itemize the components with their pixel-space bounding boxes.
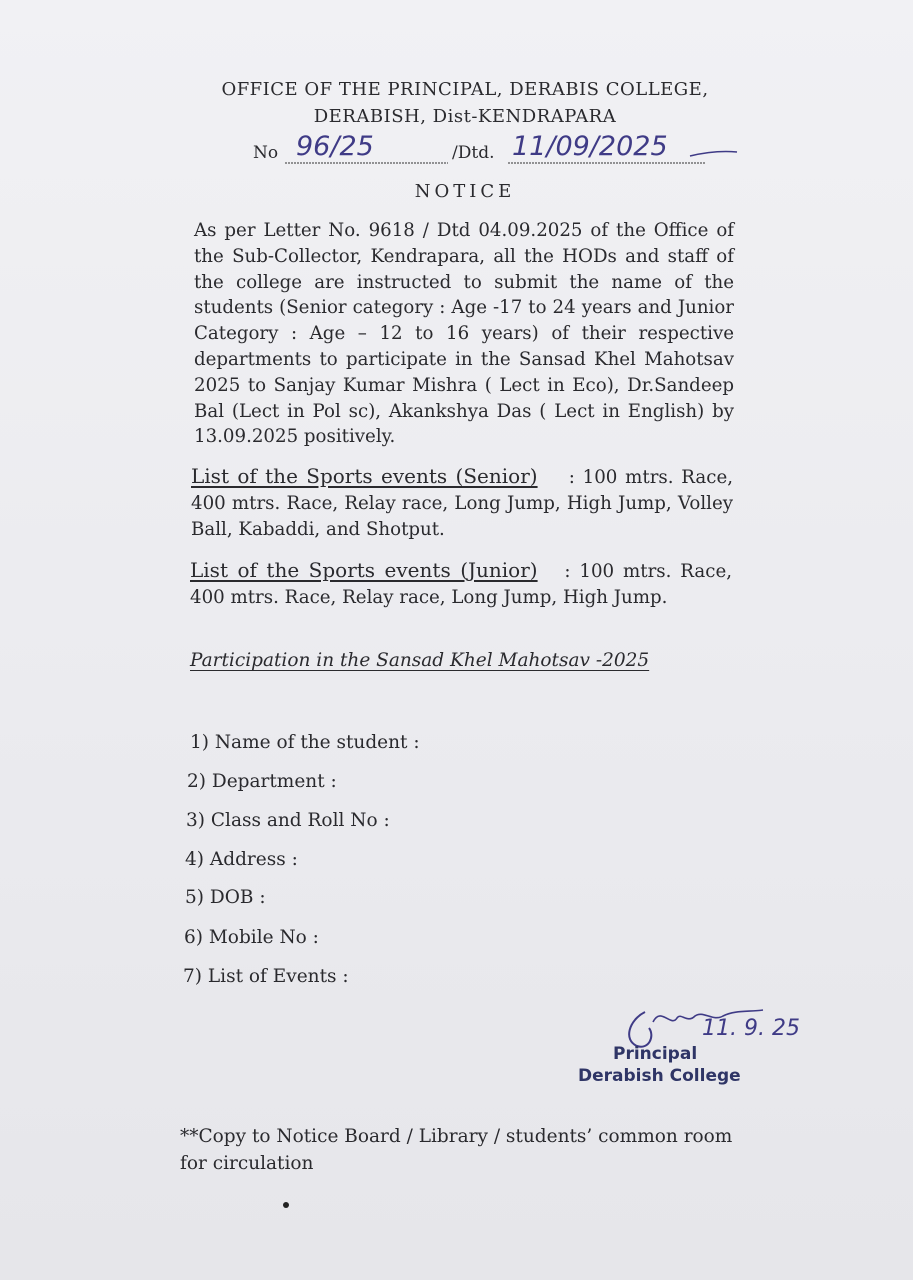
participation-title: Participation in the Sansad Khel Mahotsav -2025 — [190, 650, 650, 671]
stamp-college: Derabish College — [578, 1066, 741, 1086]
junior-events — [190, 558, 732, 611]
ink-dot — [283, 1202, 289, 1208]
field-department: 2) Department : — [187, 771, 337, 792]
senior-heading: List of the Sports events (Senior) — [191, 464, 538, 488]
reference-number: 96/25 — [296, 131, 374, 162]
reference-date: 11/09/2025 — [512, 131, 668, 162]
field-name: 1) Name of the student : — [190, 732, 420, 753]
field-events: 7) List of Events : — [183, 966, 349, 987]
field-address: 4) Address : — [185, 849, 298, 870]
field-mobile: 6) Mobile No : — [184, 927, 319, 948]
junior-events-list: : 100 mtrs. Race, 400 mtrs. Race, Relay race, Long Jump, High Jump. — [190, 561, 732, 608]
office-address: DERABISH, Dist-KENDRAPARA — [313, 106, 617, 127]
field-dob: 5) DOB : — [185, 887, 266, 908]
office-header: OFFICE OF THE PRINCIPAL, DERABIS COLLEGE, — [221, 79, 709, 100]
senior-events — [191, 464, 733, 542]
dtd-label: /Dtd. — [452, 143, 495, 163]
copy-note: **Copy to Notice Board / Library / students’ common room for circulation — [180, 1126, 733, 1174]
junior-heading: List of the Sports events (Junior) — [190, 558, 538, 582]
notice-body: As per Letter No. 9618 / Dtd 04.09.2025 of the Office of the Sub-Collector, Kendrapara, all the HODs and staff of the college are instructed to submit the name of the students (Senior category : Age -17 to 24 years and Junior Category : Age – 12 to 16 years) of their respective departments to participate in the Sansad Khel Mahotsav 2025 to Sanjay Kumar Mishra ( Lect in Eco), Dr.Sandeep Bal (Lect in Pol sc), Akankshya Das ( Lect in English) by 13.09.2025 positively. — [194, 220, 734, 448]
senior-events-list: : 100 mtrs. Race, 400 mtrs. Race, Relay race, Long Jump, High Jump, Volley Ball, Kabaddi, and Shotput. — [191, 467, 733, 540]
stamp-principal: Principal — [613, 1044, 698, 1064]
notice-title: NOTICE — [414, 181, 516, 202]
field-class-roll: 3) Class and Roll No : — [186, 810, 390, 831]
signature-date: 11. 9. 25 — [702, 1016, 800, 1041]
no-label: No — [253, 143, 279, 163]
